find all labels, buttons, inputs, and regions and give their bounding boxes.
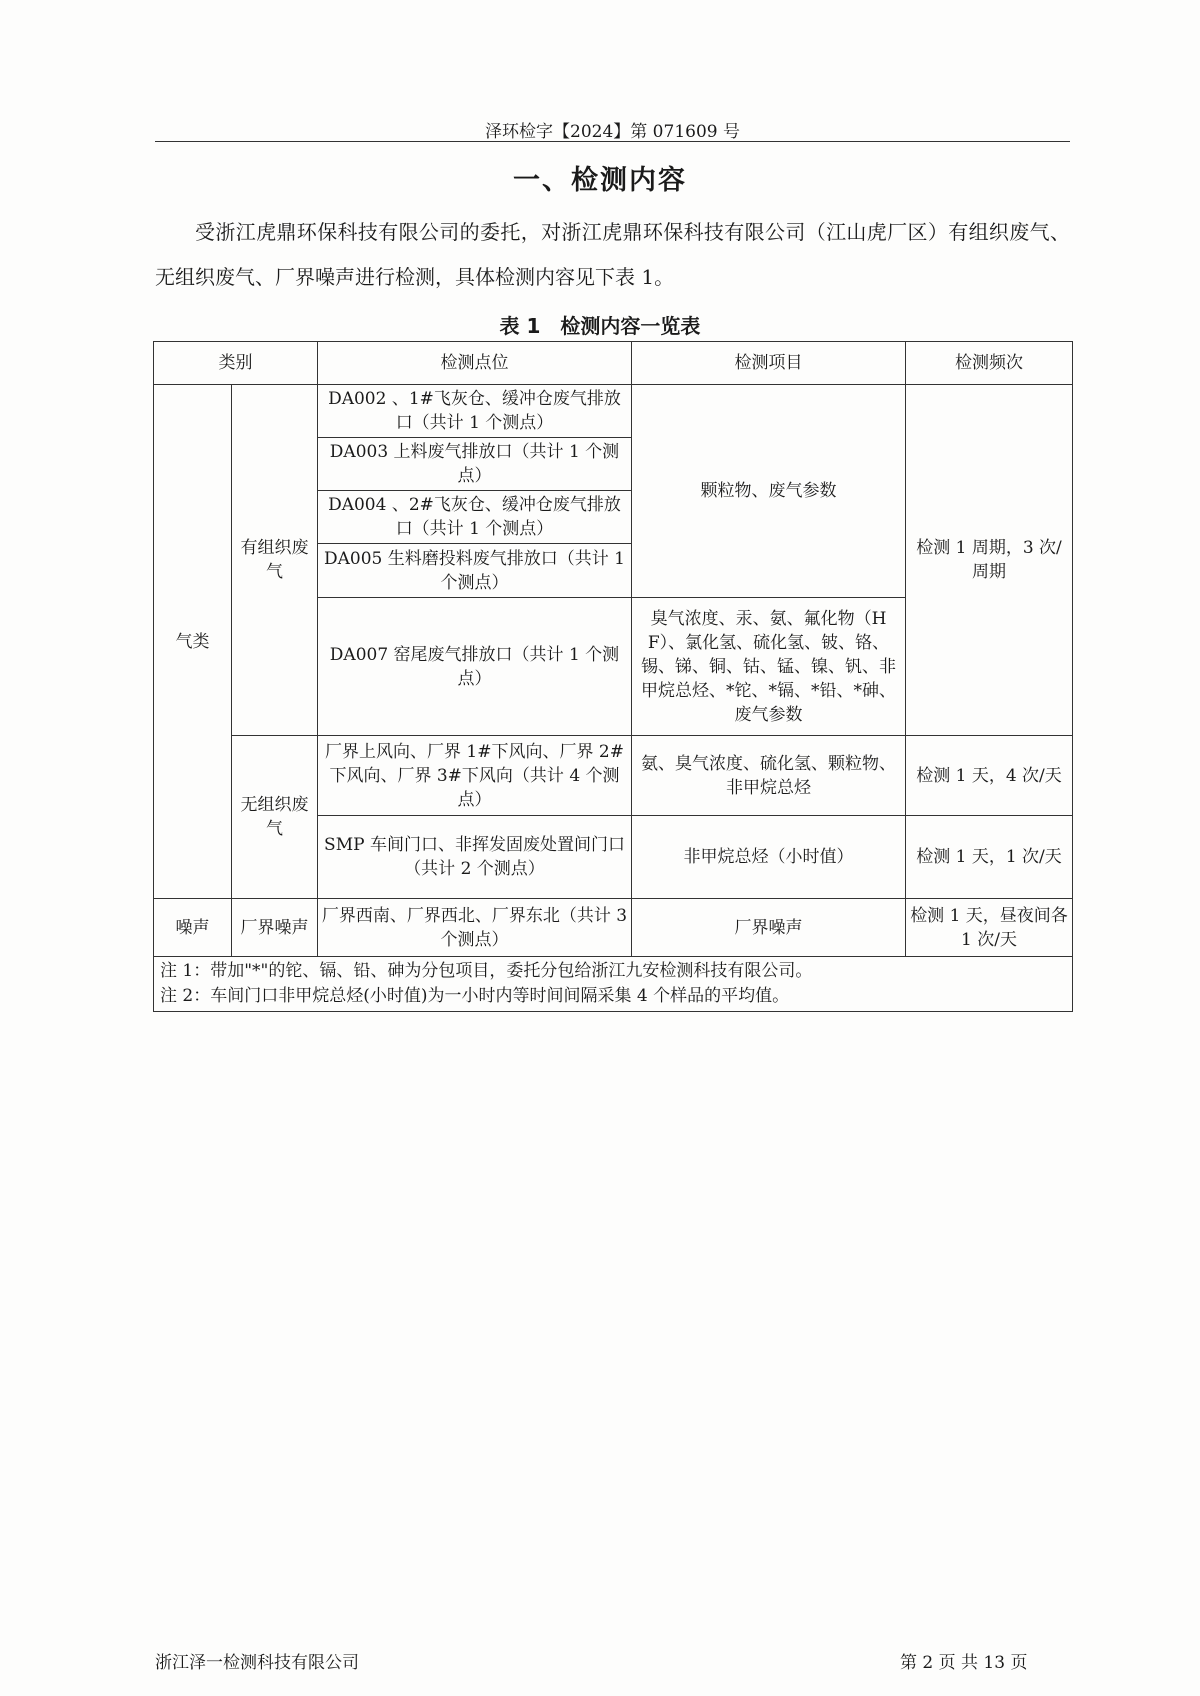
- items-workshop: 非甲烷总烃（小时值）: [632, 816, 906, 899]
- frequency-organized: 检测 1 周期，3 次/周期: [906, 385, 1073, 736]
- items-da007: 臭气浓度、汞、氨、氟化物（HF）、氯化氢、硫化氢、铍、铬、锡、锑、铜、钴、锰、镍、钒、非甲烷总烃、*铊、*镉、*铅、*砷、废气参数: [632, 598, 906, 736]
- subcategory-organized: 有组织废气: [232, 385, 318, 736]
- subcategory-noise: 厂界噪声: [232, 899, 318, 957]
- frequency-workshop: 检测 1 天，1 次/天: [906, 816, 1073, 899]
- document-number-header: 泽环检字【2024】第 071609 号: [485, 122, 740, 142]
- header-divider: [155, 141, 1070, 142]
- table-row: [154, 385, 1073, 438]
- table-header-row: [154, 342, 1073, 385]
- note-2: 注 2：车间门口非甲烷总烃(小时值)为一小时内等时间间隔采集 4 个样品的平均值。: [160, 986, 790, 1006]
- table-row: [154, 736, 1073, 816]
- point-boundary: 厂界上风向、厂界 1#下风向、厂界 2#下风向、厂界 3#下风向（共计 4 个测点）: [318, 736, 632, 816]
- section-title: 一、检测内容: [513, 165, 687, 196]
- header-frequency: 检测频次: [906, 342, 1073, 385]
- table-row: [154, 899, 1073, 957]
- intro-paragraph: [155, 210, 1070, 300]
- items-boundary: 氨、臭气浓度、硫化氢、颗粒物、非甲烷总烃: [632, 736, 906, 816]
- frequency-noise: 检测 1 天，昼夜间各 1 次/天: [906, 899, 1073, 957]
- point-da005: DA005 生料磨投料废气排放口（共计 1 个测点）: [318, 544, 632, 598]
- point-da007: DA007 窑尾废气排放口（共计 1 个测点）: [318, 598, 632, 736]
- footer-page-number: 第 2 页 共 13 页: [900, 1653, 1028, 1673]
- category-gas: 气类: [154, 385, 232, 899]
- point-da003: DA003 上料废气排放口（共计 1 个测点）: [318, 438, 632, 491]
- frequency-boundary: 检测 1 天，4 次/天: [906, 736, 1073, 816]
- point-workshop: SMP 车间门口、非挥发固废处置间门口（共计 2 个测点）: [318, 816, 632, 899]
- category-noise: 噪声: [154, 899, 232, 957]
- intro-text: 受浙江虎鼎环保科技有限公司的委托，对浙江虎鼎环保科技有限公司（江山虎厂区）有组织废气、无组织废气、厂界噪声进行检测，具体检测内容见下表 1。: [155, 220, 1070, 289]
- table-caption: 表 1 检测内容一览表: [499, 314, 701, 338]
- note-1: 注 1：带加"*"的铊、镉、铅、砷为分包项目，委托分包给浙江九安检测科技有限公司。: [160, 961, 813, 981]
- table-notes: [154, 957, 1073, 1012]
- table-notes-row: [154, 957, 1073, 1012]
- items-noise: 厂界噪声: [632, 899, 906, 957]
- point-da002: DA002 、1#飞灰仓、缓冲仓废气排放口（共计 1 个测点）: [318, 385, 632, 438]
- footer-company: 浙江泽一检测科技有限公司: [155, 1653, 359, 1673]
- point-noise: 厂界西南、厂界西北、厂界东北（共计 3 个测点）: [318, 899, 632, 957]
- header-category: 类别: [154, 342, 318, 385]
- header-item: 检测项目: [632, 342, 906, 385]
- header-point: 检测点位: [318, 342, 632, 385]
- inspection-content-table: [153, 341, 1073, 1012]
- subcategory-unorganized: 无组织废气: [232, 736, 318, 899]
- items-da002-005: 颗粒物、废气参数: [632, 385, 906, 598]
- point-da004: DA004 、2#飞灰仓、缓冲仓废气排放口（共计 1 个测点）: [318, 491, 632, 544]
